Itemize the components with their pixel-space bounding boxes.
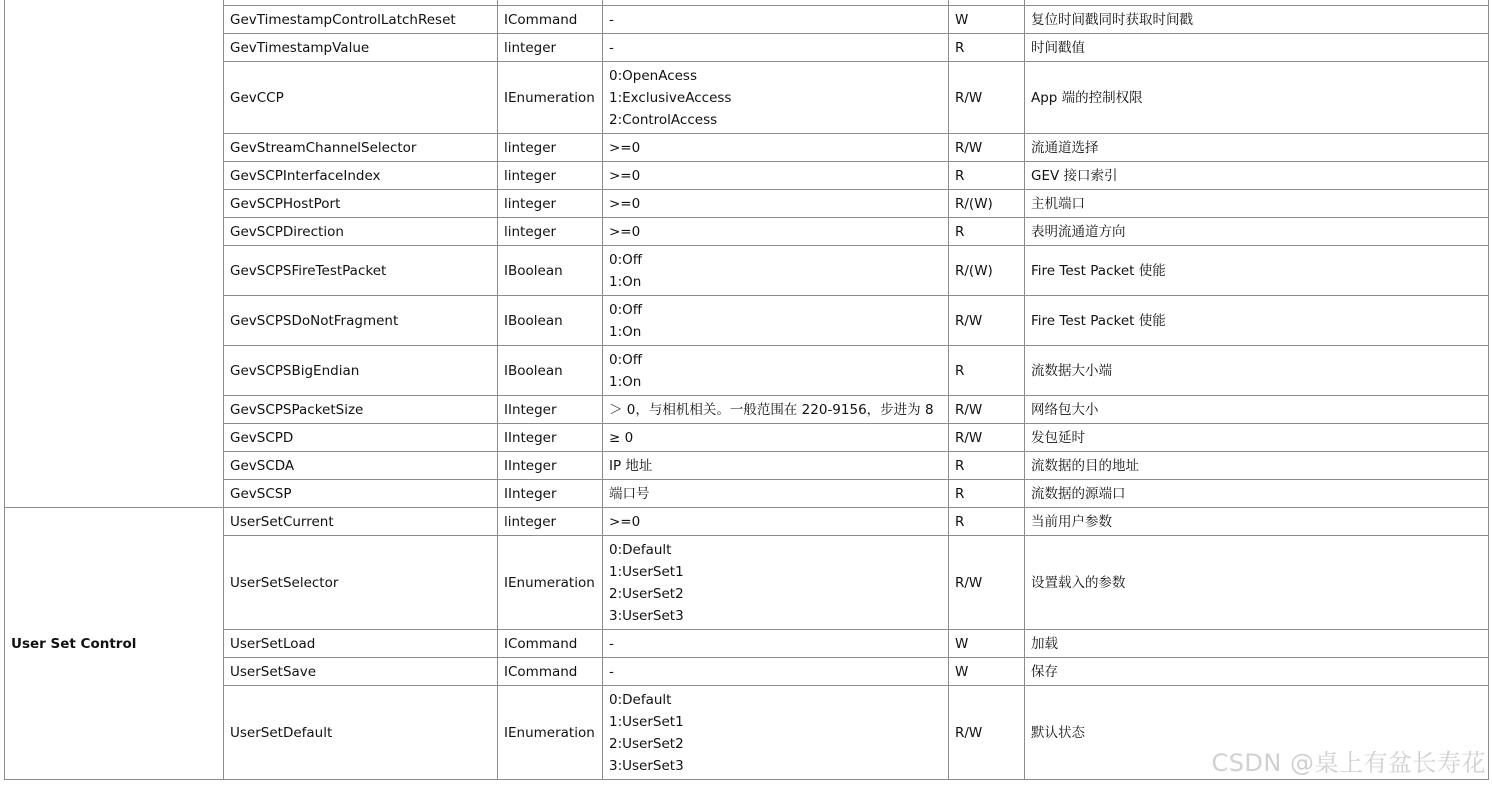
range-line: 0:OpenAcess: [609, 67, 697, 84]
parameter-access: R/W: [949, 686, 1025, 780]
parameter-name: GevSCSP: [224, 480, 498, 508]
table-row: [5, 630, 1489, 658]
parameter-access: W: [949, 6, 1025, 34]
range-line: 端口号: [609, 485, 650, 502]
range-line: 1:On: [609, 323, 642, 340]
parameter-description: 设置载入的参数: [1025, 536, 1489, 630]
table-row: [5, 508, 1489, 536]
range-line: -: [609, 663, 614, 680]
parameter-access: R: [949, 218, 1025, 246]
parameter-name: GevTimestampValue: [224, 34, 498, 62]
parameter-description: 当前用户参数: [1025, 508, 1489, 536]
parameter-name: GevSCDA: [224, 452, 498, 480]
parameter-range: [603, 686, 949, 780]
parameter-access: R/W: [949, 62, 1025, 134]
parameter-name: GevSCPSDoNotFragment: [224, 296, 498, 346]
csdn-watermark: CSDN @桌上有盆长寿花: [1211, 749, 1486, 777]
parameter-description: 流数据的目的地址: [1025, 452, 1489, 480]
parameter-name: UserSetCurrent: [224, 508, 498, 536]
parameter-description: 复位时间戳同时获取时间戳: [1025, 6, 1489, 34]
parameter-type: ICommand: [498, 6, 603, 34]
range-line: 1:UserSet1: [609, 713, 684, 730]
table-row: [5, 424, 1489, 452]
table-row: [5, 396, 1489, 424]
parameter-range: [603, 346, 949, 396]
table-row: [5, 6, 1489, 34]
parameter-description: Fire Test Packet 使能: [1025, 246, 1489, 296]
parameter-access: R/W: [949, 396, 1025, 424]
table-row: [5, 62, 1489, 134]
parameter-name: GevSCPDirection: [224, 218, 498, 246]
parameter-description: 保存: [1025, 658, 1489, 686]
parameter-access: R/W: [949, 134, 1025, 162]
parameter-name: GevStreamChannelSelector: [224, 134, 498, 162]
parameter-access: R/W: [949, 424, 1025, 452]
table-row: [5, 480, 1489, 508]
parameter-table: [4, 0, 1489, 780]
range-line: ＞ 0，与相机相关。一般范围在 220-9156，步进为 8: [609, 401, 934, 418]
range-line: 2:UserSet2: [609, 585, 684, 602]
parameter-access: R: [949, 346, 1025, 396]
range-line: >=0: [609, 167, 641, 184]
range-line: 0:Off: [609, 351, 643, 368]
parameter-description: GEV 接口索引: [1025, 162, 1489, 190]
parameter-range: [603, 536, 949, 630]
parameter-description: App 端的控制权限: [1025, 62, 1489, 134]
parameter-range: [603, 62, 949, 134]
range-line: 2:UserSet2: [609, 735, 684, 752]
group-label: User Set Control: [5, 508, 224, 780]
group-label: [5, 0, 224, 508]
table-row: [5, 34, 1489, 62]
parameter-name: GevSCPSPacketSize: [224, 396, 498, 424]
table-row: [5, 536, 1489, 630]
parameter-access: W: [949, 630, 1025, 658]
parameter-type: IEnumeration: [498, 536, 603, 630]
parameter-name: GevSCPInterfaceIndex: [224, 162, 498, 190]
parameter-name: UserSetDefault: [224, 686, 498, 780]
parameter-access: R/W: [949, 296, 1025, 346]
range-line: -: [609, 39, 614, 56]
table-row: [5, 246, 1489, 296]
table-row: [5, 134, 1489, 162]
parameter-description: 流数据的源端口: [1025, 480, 1489, 508]
range-line: 1:UserSet1: [609, 563, 684, 580]
parameter-range: [603, 34, 949, 62]
parameter-type: IBoolean: [498, 296, 603, 346]
parameter-name: GevSCPD: [224, 424, 498, 452]
parameter-type: linteger: [498, 190, 603, 218]
parameter-description: 加载: [1025, 630, 1489, 658]
parameter-type: IInteger: [498, 396, 603, 424]
table-row: [5, 190, 1489, 218]
parameter-type: IInteger: [498, 452, 603, 480]
parameter-range: [603, 424, 949, 452]
parameter-access: R/(W): [949, 190, 1025, 218]
parameter-name: GevSCPHostPort: [224, 190, 498, 218]
table-row: [5, 346, 1489, 396]
parameter-range: [603, 658, 949, 686]
range-line: 1:On: [609, 373, 642, 390]
parameter-name: GevSCPSBigEndian: [224, 346, 498, 396]
range-line: 1:ExclusiveAccess: [609, 89, 732, 106]
parameter-type: ICommand: [498, 630, 603, 658]
range-line: 0:Default: [609, 691, 672, 708]
range-line: 3:UserSet3: [609, 607, 684, 624]
parameter-range: [603, 480, 949, 508]
range-line: -: [609, 635, 614, 652]
parameter-range: [603, 134, 949, 162]
parameter-type: linteger: [498, 218, 603, 246]
parameter-access: R/W: [949, 536, 1025, 630]
table-row: [5, 658, 1489, 686]
parameter-range: [603, 246, 949, 296]
parameter-type: IEnumeration: [498, 62, 603, 134]
table-row: [5, 162, 1489, 190]
parameter-access: R: [949, 508, 1025, 536]
range-line: >=0: [609, 223, 641, 240]
range-line: 3:UserSet3: [609, 757, 684, 774]
parameter-description: 时间戳值: [1025, 34, 1489, 62]
parameter-range: [603, 218, 949, 246]
range-line: >=0: [609, 513, 641, 530]
parameter-type: linteger: [498, 508, 603, 536]
range-line: IP 地址: [609, 457, 653, 474]
parameter-description: 网络包大小: [1025, 396, 1489, 424]
parameter-access: W: [949, 658, 1025, 686]
parameter-access: R/(W): [949, 246, 1025, 296]
parameter-description: 默认状态: [1025, 686, 1489, 780]
range-line: 2:ControlAccess: [609, 111, 718, 128]
parameter-name: UserSetSelector: [224, 536, 498, 630]
table-row: [5, 686, 1489, 780]
parameter-range: [603, 162, 949, 190]
parameter-type: linteger: [498, 34, 603, 62]
range-line: -: [609, 11, 614, 28]
parameter-name: UserSetLoad: [224, 630, 498, 658]
range-line: >=0: [609, 139, 641, 156]
parameter-type: IBoolean: [498, 246, 603, 296]
range-line: 0:Off: [609, 301, 643, 318]
range-line: >=0: [609, 195, 641, 212]
parameter-range: [603, 396, 949, 424]
parameter-access: R: [949, 34, 1025, 62]
parameter-range: [603, 508, 949, 536]
table-row: [5, 296, 1489, 346]
parameter-description: 表明流通道方向: [1025, 218, 1489, 246]
parameter-access: R: [949, 162, 1025, 190]
parameter-type: ICommand: [498, 658, 603, 686]
parameter-access: R: [949, 452, 1025, 480]
parameter-name: GevCCP: [224, 62, 498, 134]
range-line: 1:On: [609, 273, 642, 290]
parameter-description: 发包延时: [1025, 424, 1489, 452]
parameter-type: IEnumeration: [498, 686, 603, 780]
range-line: 0:Off: [609, 251, 643, 268]
table-row: [5, 218, 1489, 246]
range-line: 0:Default: [609, 541, 672, 558]
parameter-table-body: [5, 0, 1489, 780]
parameter-type: linteger: [498, 134, 603, 162]
parameter-type: IInteger: [498, 424, 603, 452]
parameter-type: IBoolean: [498, 346, 603, 396]
parameter-description: 流通道选择: [1025, 134, 1489, 162]
parameter-description: Fire Test Packet 使能: [1025, 296, 1489, 346]
parameter-range: [603, 630, 949, 658]
table-row: [5, 452, 1489, 480]
parameter-name: GevSCPSFireTestPacket: [224, 246, 498, 296]
parameter-description: 主机端口: [1025, 190, 1489, 218]
range-line: ≥ 0: [609, 429, 634, 446]
parameter-name: GevTimestampControlLatchReset: [224, 6, 498, 34]
parameter-range: [603, 452, 949, 480]
parameter-description: 流数据大小端: [1025, 346, 1489, 396]
parameter-range: [603, 6, 949, 34]
parameter-range: [603, 296, 949, 346]
parameter-type: linteger: [498, 162, 603, 190]
parameter-type: IInteger: [498, 480, 603, 508]
parameter-name: UserSetSave: [224, 658, 498, 686]
parameter-access: R: [949, 480, 1025, 508]
parameter-range: [603, 190, 949, 218]
